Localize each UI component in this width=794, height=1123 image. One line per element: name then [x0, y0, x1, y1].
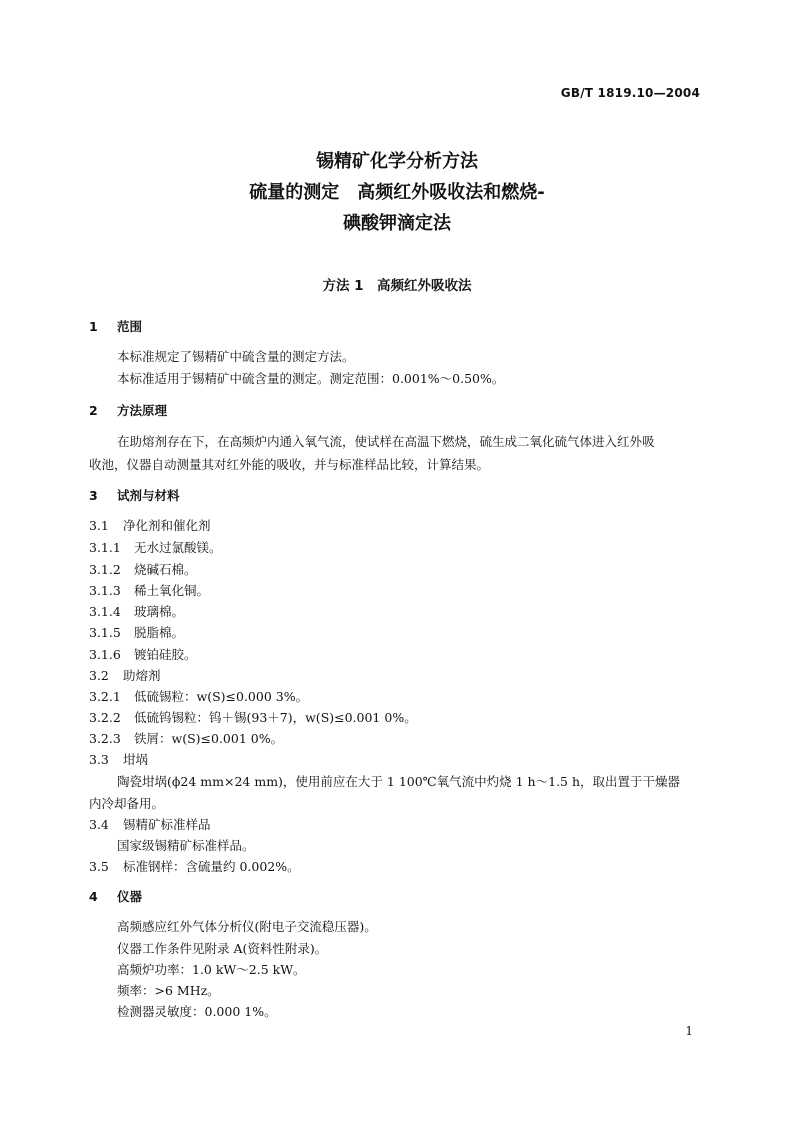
item-text: 低硫钨锡粒：钨＋锡(93＋7)，w(S)≤0.001 0%。	[134, 710, 417, 725]
item-number: 3.1.3	[89, 583, 121, 598]
section-number: 1	[89, 319, 98, 334]
paragraph-continuation: 内冷却备用。	[89, 796, 165, 811]
page-number: 1	[685, 1024, 693, 1038]
list-item	[89, 603, 184, 621]
paragraph: 频率：>6 MHz。	[117, 983, 220, 998]
item-number: 3.2.3	[89, 731, 121, 746]
title-line-1: 锡精矿化学分析方法	[316, 151, 478, 172]
list-item	[89, 730, 283, 748]
item-text: 低硫锡粒：w(S)≤0.000 3%。	[134, 689, 309, 704]
list-item	[89, 667, 161, 685]
title-line-2: 硫量的测定 高频红外吸收法和燃烧-	[249, 182, 545, 203]
list-item	[89, 751, 148, 769]
paragraph: 仪器工作条件见附录 A(资料性附录)。	[117, 941, 328, 956]
item-text: 无水过氯酸镁。	[134, 540, 222, 555]
section-title: 方法原理	[117, 403, 168, 418]
paragraph: 陶瓷坩埚(ϕ24 mm×24 mm)，使用前应在大于 1 100℃氧气流中灼烧 1 h～1.5 h，取出置于干燥器	[117, 774, 681, 789]
item-number: 3.1.6	[89, 647, 121, 662]
standard-number: GB/T 1819.10—2004	[560, 86, 700, 100]
item-number: 3.2	[89, 668, 109, 683]
item-text: 标准钢样：含硫量约 0.002%。	[123, 859, 300, 874]
paragraph: 本标准规定了锡精矿中硫含量的测定方法。	[117, 349, 355, 364]
item-number: 3.1.5	[89, 625, 121, 640]
section-number: 4	[89, 889, 98, 904]
paragraph: 高频炉功率：1.0 kW～2.5 kW。	[117, 962, 306, 977]
item-number: 3.1.1	[89, 540, 121, 555]
item-text: 净化剂和催化剂	[123, 518, 211, 533]
section-3-heading	[89, 487, 180, 505]
item-number: 3.4	[89, 817, 109, 832]
section-4-heading	[89, 888, 142, 906]
paragraph: 在助熔剂存在下，在高频炉内通入氧气流，使试样在高温下燃烧，硫生成二氧化硫气体进入红外吸	[117, 434, 655, 449]
item-number: 3.5	[89, 859, 109, 874]
list-item	[89, 539, 222, 557]
item-number: 3.1.4	[89, 604, 121, 619]
paragraph: 国家级锡精矿标准样品。	[117, 838, 255, 853]
list-item	[89, 688, 308, 706]
section-2-heading	[89, 402, 167, 420]
paragraph: 本标准适用于锡精矿中硫含量的测定。测定范围：0.001%～0.50%。	[117, 371, 505, 386]
section-title: 范围	[117, 319, 143, 334]
paragraph: 检测器灵敏度：0.000 1%。	[117, 1004, 277, 1019]
item-number: 3.2.2	[89, 710, 121, 725]
item-text: 脱脂棉。	[134, 625, 185, 640]
list-item	[89, 517, 211, 535]
list-item	[89, 816, 211, 834]
list-item	[89, 858, 300, 876]
item-text: 稀土氧化铜。	[134, 583, 210, 598]
method-title: 方法 1 高频红外吸收法	[322, 278, 472, 294]
item-number: 3.1	[89, 518, 109, 533]
item-number: 3.3	[89, 752, 109, 767]
section-number: 2	[89, 403, 98, 418]
list-item	[89, 561, 197, 579]
list-item	[89, 624, 184, 642]
paragraph: 高频感应红外气体分析仪(附电子交流稳压器)。	[117, 919, 377, 934]
section-title: 仪器	[117, 889, 143, 904]
item-text: 玻璃棉。	[134, 604, 185, 619]
item-text: 锡精矿标准样品	[123, 817, 211, 832]
section-title: 试剂与材料	[117, 488, 180, 503]
section-number: 3	[89, 488, 98, 503]
title-line-3: 碘酸钾滴定法	[343, 213, 451, 234]
item-text: 助熔剂	[123, 668, 161, 683]
paragraph-continuation: 收池，仪器自动测量其对红外能的吸收，并与标准样品比较，计算结果。	[89, 457, 490, 472]
item-text: 镀铂硅胶。	[134, 647, 197, 662]
item-text: 坩埚	[123, 752, 149, 767]
item-number: 3.1.2	[89, 562, 121, 577]
document-title	[0, 146, 794, 239]
item-text: 烧碱石棉。	[134, 562, 197, 577]
list-item	[89, 582, 209, 600]
section-1-heading	[89, 318, 142, 336]
list-item	[89, 646, 197, 664]
item-number: 3.2.1	[89, 689, 121, 704]
item-text: 铁屑：w(S)≤0.001 0%。	[134, 731, 284, 746]
list-item	[89, 709, 417, 727]
